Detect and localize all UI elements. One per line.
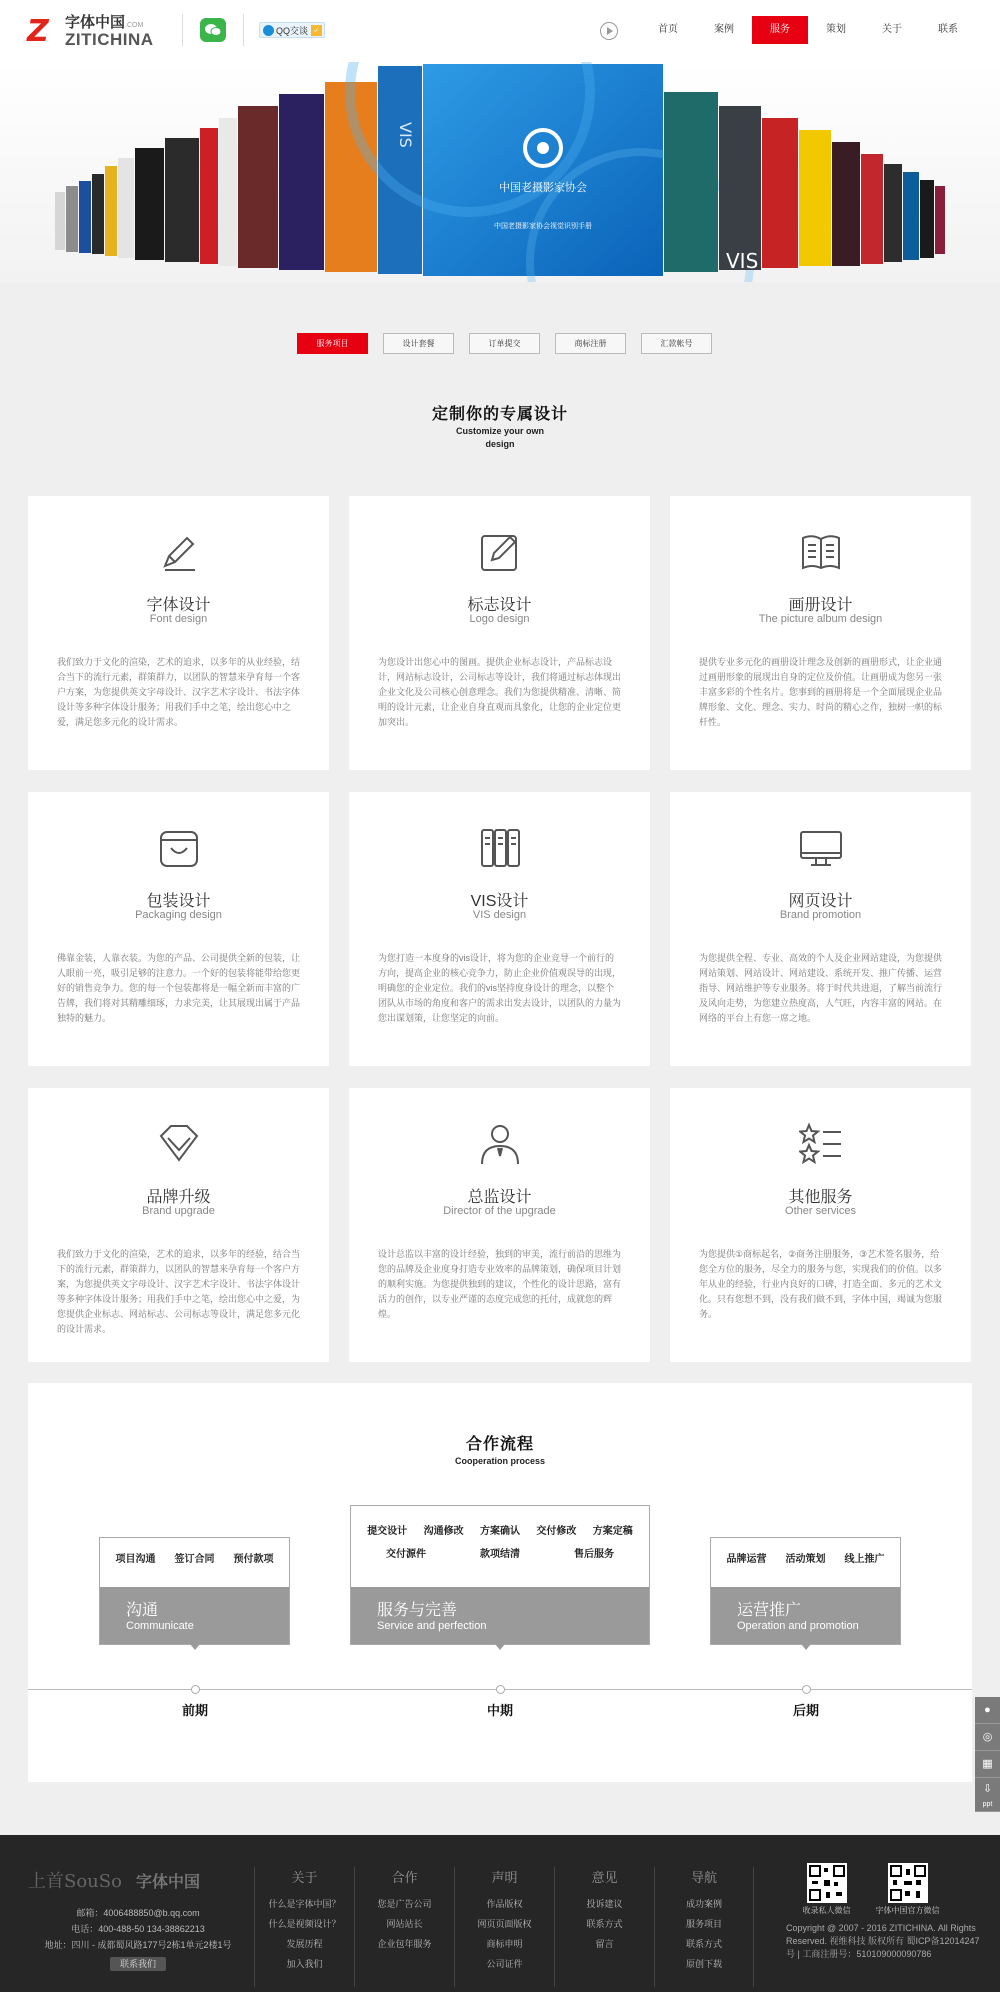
tab-trademark-registration[interactable]: 商标注册 (555, 333, 626, 354)
service-card-director[interactable] (349, 1088, 650, 1362)
services-title-cn: 定制你的专属设计 (431, 406, 568, 423)
process-tag: 款项结清 (480, 1549, 520, 1560)
qr-caption: 字体中国官方微信 (875, 1906, 940, 1915)
service-description: 佛靠金装，人靠衣装。为您的产品、公司提供全新的包装，让人眼前一亮，吸引足够的注意力。一个好的包装将能带给您更好的销售竞争力。您的每一个包装都将是一幅全新而丰富的广告牌，我们将对其精雕细琢，力求完美，让其展现出属于产品独特的魅力。 (57, 953, 301, 1023)
logo-cn-suffix: .COM (125, 22, 144, 29)
director-icon (478, 1122, 522, 1166)
floating-toolbar (975, 1697, 1000, 1812)
service-subtitle: Font design (149, 613, 208, 625)
footer-phone: 电话：400-488-50 134-38862213 (71, 1924, 205, 1934)
nav-item-planning[interactable]: 策划 (826, 24, 846, 35)
footer-link[interactable]: 留言 (595, 1939, 614, 1949)
footer-link[interactable]: 什么是视频设计？ (268, 1919, 341, 1929)
process-tag: 售后服务 (574, 1549, 614, 1560)
book-icon (799, 530, 843, 574)
nav-item-services[interactable]: 服务 (752, 16, 808, 44)
play-icon[interactable] (600, 22, 618, 40)
process-tag: 交付源件 (386, 1549, 426, 1560)
footer-link[interactable]: 商标申明 (486, 1939, 523, 1949)
vis-icon (478, 826, 522, 870)
footer-contact (28, 1867, 248, 1972)
process-heading (28, 1431, 972, 1467)
site-header (0, 0, 1000, 62)
service-subtitle: VIS design (472, 909, 527, 921)
process-tag: 项目沟通 (115, 1554, 156, 1565)
nav-item-cases[interactable]: 案例 (714, 24, 734, 35)
footer-link[interactable]: 加入我们 (286, 1959, 323, 1969)
book-spines-illustration (0, 62, 1000, 282)
footer-col-feedback (554, 1867, 654, 1987)
service-card-web[interactable] (670, 792, 971, 1066)
logo-en: ZITICHINA (65, 30, 154, 49)
service-card-logo[interactable] (349, 496, 650, 770)
service-title: 标志设计 (467, 597, 532, 614)
footer-link[interactable]: 网页页面版权 (477, 1919, 532, 1929)
service-title: 字体设计 (146, 597, 211, 614)
monitor-icon (799, 826, 843, 870)
footer-link[interactable]: 联系方式 (586, 1919, 623, 1929)
footer-link[interactable]: 您是广告公司 (377, 1899, 432, 1909)
wechat-icon[interactable] (200, 18, 226, 42)
tab-service-items[interactable]: 服务项目 (297, 333, 368, 354)
service-card-album[interactable] (670, 496, 971, 770)
service-title: 其他服务 (788, 1189, 853, 1206)
stage-subtitle: Operation and promotion (737, 1620, 859, 1632)
service-description: 为您打造一本度身的vis设计，将为您的企业竞导一个前行的方向，提高企业的核心竞争力，防止企业价值观误导的出现，明确您的企业定位。我们的vis坚持度身设计的理念，以整个团队从市场的角度和客户的需求出发去设计，以团队的力量为您出谋划策，让您坚定的向前。 (378, 953, 622, 1023)
footer-brand-souso: 上首SouSo (28, 1871, 122, 1892)
qq-label: QQ交谈 (276, 25, 309, 36)
contact-us-button[interactable]: 联系我们 (110, 1957, 166, 1971)
edit-icon (478, 530, 522, 574)
service-subtitle: Brand promotion (779, 909, 862, 921)
service-tabs (297, 333, 727, 354)
download-label: ppt (982, 1801, 993, 1808)
process-title-cn: 合作流程 (465, 1436, 534, 1453)
footer-col-title: 合作 (391, 1870, 418, 1885)
qq-chat-button[interactable] (259, 22, 325, 38)
service-title: 包装设计 (146, 893, 211, 910)
footer-col-title: 声明 (491, 1870, 518, 1885)
qr-caption: 收录私人微信 (802, 1906, 851, 1915)
logo-cn: 字体中国 (65, 14, 126, 31)
timeline-node (496, 1685, 505, 1694)
footer-col-title: 导航 (690, 1870, 717, 1885)
process-stage-promotion (710, 1537, 901, 1645)
process-tag: 线上推广 (844, 1554, 885, 1565)
service-description: 为您提供①商标起名，②商务注册服务，③艺术签名服务，给您全方位的服务，尽全力的服务与您，实现我们的价值。以多年从业的经验，行业内良好的口碑，打造全面、多元的艺术文化。只有您想不到，没有我们做不到，字体中国，竭诚为您服务。 (699, 1249, 943, 1319)
process-stage-service (350, 1505, 650, 1645)
nav-item-home[interactable]: 首页 (658, 24, 678, 35)
process-tag: 交付修改 (536, 1526, 577, 1537)
process-tag: 活动策划 (785, 1554, 826, 1565)
services-heading (0, 401, 1000, 450)
footer-link[interactable]: 发展历程 (286, 1939, 323, 1949)
process-tag: 签订合同 (174, 1554, 215, 1565)
process-tag: 提交设计 (367, 1526, 408, 1537)
process-title-en: Cooperation process (454, 1456, 546, 1466)
tab-design-packages[interactable]: 设计套餐 (383, 333, 454, 354)
process-stage-communicate (99, 1537, 290, 1645)
footer-col-navigation (654, 1867, 754, 1987)
footer-link[interactable]: 公司证件 (486, 1959, 523, 1969)
service-card-font[interactable] (28, 496, 329, 770)
service-card-brand[interactable] (28, 1088, 329, 1362)
service-subtitle: Director of the upgrade (443, 1205, 556, 1217)
timeline-node (191, 1685, 200, 1694)
footer-email: 邮箱：4006488850@b.qq.com (76, 1908, 200, 1918)
service-title: 网页设计 (788, 893, 853, 910)
service-subtitle: Brand upgrade (142, 1205, 215, 1217)
header-divider (182, 14, 183, 46)
tab-remittance-account[interactable]: 汇款帐号 (641, 333, 712, 354)
process-tag: 品牌运营 (726, 1554, 767, 1565)
wechat-icon[interactable]: ◎ (975, 1724, 1000, 1751)
tab-order-submit[interactable]: 订单提交 (469, 333, 540, 354)
service-subtitle: Packaging design (135, 909, 222, 921)
stage-title: 服务与完善 (377, 1602, 458, 1619)
diamond-icon (157, 1122, 201, 1166)
qrcode-icon (888, 1863, 928, 1903)
banner-book-subtitle: 中国老摄影家协会视觉识别手册 (494, 222, 592, 230)
footer-link[interactable]: 成功案例 (685, 1899, 722, 1909)
star-list-icon (799, 1122, 843, 1166)
footer-link[interactable]: 企业包年服务 (377, 1939, 432, 1949)
service-subtitle: The picture album design (758, 613, 883, 625)
service-description: 我们致力于文化的渲染，艺术的追求，以多年的经验，结合当下的流行元素，群策群力，以团队的智慧来孕育每一个客户方案，为您提供英文字母设计、汉字艺术字设计、书法字体设计等多种字体设计服务；用我们手中之笔，绘出您心中之爱，为您提供企业标志、网站标志、公司标志等设计，满足您多元化的设计需求。 (57, 1249, 301, 1334)
site-logo[interactable] (27, 13, 154, 49)
footer-address: 地址：四川 - 成都蜀风路177号2栋1单元2楼1号 (44, 1940, 232, 1950)
stage-title: 沟通 (126, 1602, 159, 1619)
process-tag: 方案确认 (479, 1526, 520, 1537)
footer-link[interactable]: 作品版权 (486, 1899, 523, 1909)
qq-icon[interactable]: ● (975, 1697, 1000, 1724)
timeline-label: 中期 (486, 1703, 513, 1718)
service-description: 提供专业多元化的画册设计理念及创新的画册形式，让企业通过画册形象的展现出自身的定位及价值。让画册成为您另一张丰富多彩的个性名片。您事到的画册将是一个全面展现企业品牌形象、文化、理念、实力、时尚的精心之作，独树一帜的标杆性。 (699, 657, 943, 727)
stage-title: 运营推广 (737, 1602, 802, 1619)
main-nav (640, 16, 976, 44)
banner-book-title: 中国老摄影家协会 (499, 181, 587, 194)
process-tag: 沟通修改 (423, 1526, 464, 1537)
timeline-label: 后期 (792, 1703, 819, 1718)
services-title-en-line1: Customize your own (455, 426, 544, 436)
process-tag: 预付款项 (233, 1554, 274, 1565)
footer-brand-ziti: 字体中国 (135, 1871, 200, 1891)
process-tag: 方案定稿 (592, 1526, 633, 1537)
footer-col-title: 关于 (291, 1870, 318, 1885)
cooperation-process (28, 1383, 972, 1782)
nav-item-about[interactable]: 关于 (882, 24, 902, 35)
timeline-node (802, 1685, 811, 1694)
service-description: 我们致力于文化的渲染，艺术的追求，以多年的从业经验，结合当下的流行元素，群策群力，以团队的智慧来孕育每一个客户方案，为您提供英文字母设计、汉字艺术字设计、书法字体设计等多种字体设计服务；用我们手中之笔，绘出您心中之爱，满足您多元化的设计需求。 (57, 657, 301, 727)
package-icon (157, 826, 201, 870)
pen-icon (157, 530, 201, 574)
service-card-other[interactable] (670, 1088, 971, 1362)
service-subtitle: Other services (785, 1205, 856, 1217)
footer-link[interactable]: 服务项目 (685, 1919, 722, 1929)
footer-col-title: 意见 (591, 1870, 618, 1885)
download-icon[interactable]: ⇩ ppt (975, 1778, 1000, 1812)
nav-item-contact[interactable]: 联系 (938, 24, 958, 35)
header-divider (243, 14, 244, 46)
services-title-en-line2: design (485, 439, 515, 449)
service-subtitle: Logo design (469, 613, 530, 625)
footer-col-about (254, 1867, 354, 1987)
qrcode-icon (807, 1863, 847, 1903)
stage-subtitle: Communicate (126, 1620, 194, 1632)
footer-col-cooperation (354, 1867, 454, 1987)
logo-mark: Z (27, 13, 49, 49)
hero-banner (0, 62, 1000, 282)
service-description: 设计总监以丰富的设计经验，独到的审美，流行前沿的思维为您的品牌及企业度身打造专业效率的品牌策划，确保项目计划的顺利实施。为您提供独到的建议，个性化的设计思路，富有活力的创作，以专业严谨的态度完成您的托付，成就您的辉煌。 (378, 1249, 622, 1319)
banner-spine-label: VIS (726, 249, 759, 273)
footer-copyright: Copyright @ 2007 - 2016 ZITICHINA. All Rights Reserved. 视维科技 版权所有 蜀ICP备12014247号 | 工商注册号：510109000090786 (786, 1923, 980, 1959)
footer-qr-area (786, 1863, 986, 1961)
check-icon: ✓ (311, 25, 322, 36)
svg-text:VIS: VIS (396, 122, 415, 148)
service-description: 为您设计出您心中的图画。提供企业标志设计，产品标志设计，网站标志设计，公司标志等设计，我们将通过标志体现出企业文化及公司核心创意理念。我们为您提供精准、清晰、简明的设计元素，让企业自身直观而具象化，让您的企业定位更加突出。 (378, 657, 622, 727)
service-title: 画册设计 (788, 597, 853, 614)
timeline-label: 前期 (181, 1703, 208, 1718)
footer-link[interactable]: 网站站长 (386, 1919, 423, 1929)
footer-col-statement (454, 1867, 554, 1987)
qq-icon (263, 25, 274, 36)
service-title: 总监设计 (467, 1189, 532, 1206)
service-card-packaging[interactable] (28, 792, 329, 1066)
site-footer (0, 1835, 1000, 1992)
qrcode-icon[interactable]: ▦ (975, 1751, 1000, 1778)
footer-link[interactable]: 原创下载 (685, 1959, 722, 1969)
footer-link[interactable]: 联系方式 (685, 1939, 722, 1949)
service-title: 品牌升级 (146, 1189, 211, 1206)
footer-link[interactable]: 什么是字体中国？ (268, 1899, 341, 1909)
service-card-vis[interactable] (349, 792, 650, 1066)
service-description: 为您提供全程、专业、高效的个人及企业网站建设，为您提供网站策划、网站设计、网站建设、系统开发、推广传播、运营指导、网站维护等专业服务。将于时代共进退，了解当前流行及风向走势，为您建立热度高，人气旺，内容丰富的网站。在网络的平台上有您一席之地。 (699, 953, 943, 1023)
footer-link[interactable]: 投诉建议 (586, 1899, 623, 1909)
service-title: VIS设计 (470, 893, 529, 910)
stage-subtitle: Service and perfection (377, 1620, 487, 1632)
